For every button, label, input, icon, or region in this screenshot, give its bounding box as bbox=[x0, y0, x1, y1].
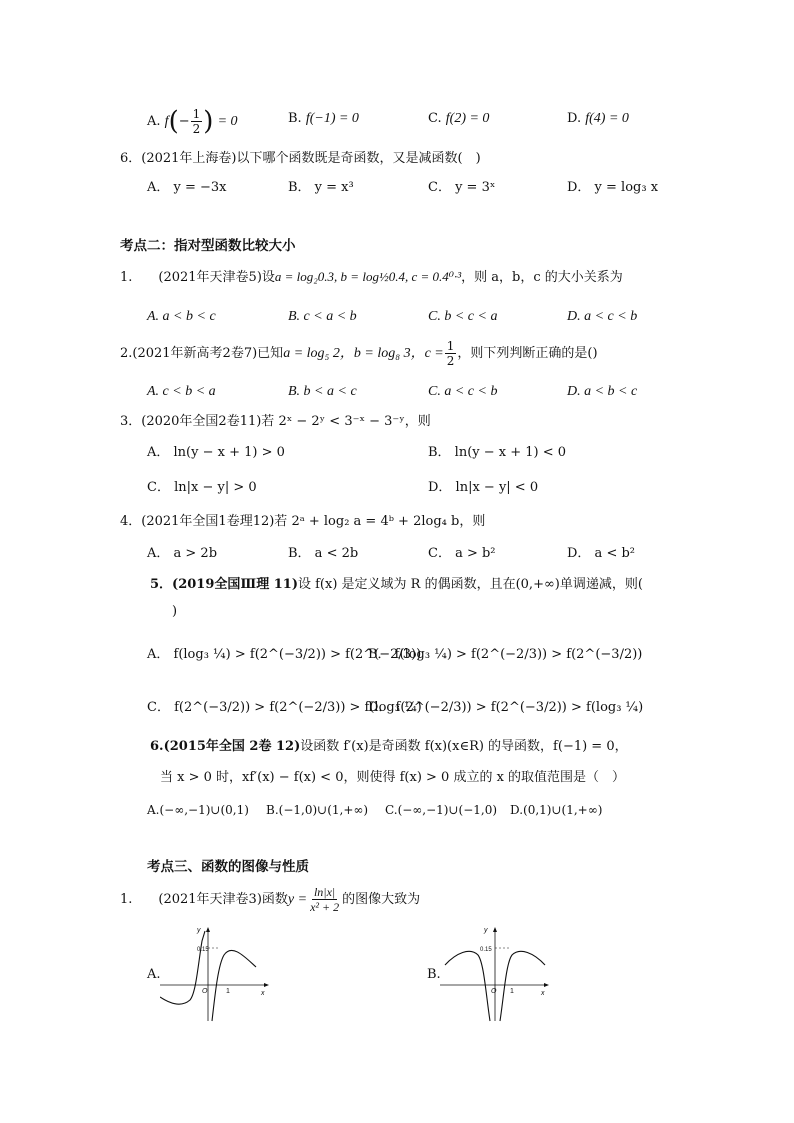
s2q5-stem-cont: ) bbox=[172, 604, 178, 619]
graph-a-one: 1 bbox=[226, 988, 230, 995]
s2q5-option-c: C． f(2^(−3/2)) > f(2^(−2/3)) > f(log₃ ¼) bbox=[147, 700, 422, 715]
q6-option-d: D． y = log₃ x bbox=[567, 180, 659, 195]
section2-heading: 考点二：指对型函数比较大小 bbox=[120, 238, 296, 254]
s2q4-option-b: B． a < 2b bbox=[288, 546, 359, 561]
s2q2-option-c: C. a < c < b bbox=[428, 384, 498, 399]
graph-b-y-label: y bbox=[484, 927, 488, 934]
graph-a-curve-right bbox=[212, 950, 256, 1021]
s2q4-stem: 4．(2021年全国1卷理12)若 2ᵃ + log₂ a = 4ᵇ + 2log₄ b，则 bbox=[120, 514, 486, 529]
graph-a-x-arrow bbox=[264, 983, 269, 987]
graph-b bbox=[440, 925, 552, 1025]
s2q2-stem: 2.(2021年新高考2卷7)已知a = log₅ 2，b = log₈ 3，c = $\frac{1}{2}$ ，则下列判断正确的是() bbox=[120, 339, 598, 368]
graph-a-y-label: y bbox=[197, 927, 201, 934]
graph-b-curve-left bbox=[445, 951, 490, 1021]
s2q4-option-d: D． a < b² bbox=[567, 546, 635, 561]
graph-a bbox=[160, 925, 272, 1025]
s3q1-stem: 1. (2021年天津卷3)函数y = $\frac{\ln|x|}{\text{x² + 2}}$ 的图像大致为 bbox=[120, 885, 421, 914]
graph-b-label: B. bbox=[427, 967, 441, 982]
s2q4-option-c: C． a > b² bbox=[428, 546, 496, 561]
graph-b-one: 1 bbox=[510, 988, 514, 995]
graph-a-origin: O bbox=[202, 988, 208, 995]
s2q5-option-a: A． f(log₃ ¼) > f(2^(−3/2)) > f(2^(−2/3)) bbox=[147, 647, 422, 662]
s2q3-option-c: C． ln|x − y| > 0 bbox=[147, 480, 257, 495]
option-a-top: A. f(− $\frac{1}{2}$ ) = 0 bbox=[147, 106, 238, 137]
s2q1-stem: 1. (2021年天津卷5)设a = log₂0.3, b = log½0.4, c = 0.4⁰·³，则 a，b，c 的大小关系为 bbox=[120, 269, 623, 285]
s2q5-option-d: D． f(2^(−2/3)) > f(2^(−3/2)) > f(log₃ ¼) bbox=[368, 700, 644, 715]
s2q5-option-b: B． f(log₃ ¼) > f(2^(−2/3)) > f(2^(−3/2)) bbox=[368, 647, 643, 662]
graph-b-tick-label: 0.15 bbox=[480, 947, 492, 953]
graph-b-x-arrow bbox=[544, 983, 549, 987]
s2q2-option-a: A. c < b < a bbox=[147, 384, 216, 399]
q6-stem: 6．(2021年上海卷)以下哪个函数既是奇函数，又是减函数( ) bbox=[120, 151, 481, 166]
graph-a-curve-left bbox=[160, 931, 205, 1004]
graph-b-x-label: x bbox=[541, 990, 545, 997]
q6-option-a: A． y = −3x bbox=[147, 180, 227, 195]
s2q1-option-d: D. a < c < b bbox=[567, 309, 638, 324]
graph-b-y-arrow bbox=[493, 927, 497, 932]
option-d-top: D. f(4) = 0 bbox=[567, 111, 629, 126]
s2q6-stem-cont: 当 x > 0 时，xf′(x) − f(x) < 0，则使得 f(x) > 0 成立的 x 的取值范围是（ ） bbox=[160, 770, 626, 785]
s2q6-option-c: C.(−∞,−1)∪(−1,0) bbox=[385, 803, 498, 817]
s2q5-stem: 5．(2019全国Ⅲ理 11)设 f(x) 是定义域为 R 的偶函数，且在(0,+∞)单调递减，则( bbox=[150, 577, 643, 592]
s2q4-option-a: A． a > 2b bbox=[147, 546, 218, 561]
option-c-top: C. f(2) = 0 bbox=[428, 111, 490, 126]
s2q6-stem: 6.(2015年全国 2卷 12)设函数 f′(x)是奇函数 f(x)(x∈R) 的导函数，f(−1) = 0， bbox=[150, 739, 628, 754]
s2q6-option-a: A.(−∞,−1)∪(0,1) bbox=[147, 803, 249, 817]
graph-a-x-label: x bbox=[261, 990, 265, 997]
graph-a-tick-label: 0.15 bbox=[197, 947, 209, 953]
s2q3-stem: 3．(2020年全国2卷11)若 2ˣ − 2ʸ < 3⁻ˣ − 3⁻ʸ，则 bbox=[120, 414, 431, 429]
q6-option-c: C． y = 3ˣ bbox=[428, 180, 496, 195]
section3-heading: 考点三、函数的图像与性质 bbox=[147, 859, 309, 875]
s2q6-option-b: B.(−1,0)∪(1,+∞) bbox=[266, 803, 369, 817]
s2q3-option-a: A． ln(y − x + 1) > 0 bbox=[147, 445, 285, 460]
s2q2-option-b: B. b < a < c bbox=[288, 384, 357, 399]
s2q6-option-d: D.(0,1)∪(1,+∞) bbox=[510, 803, 603, 817]
graph-b-curve-right bbox=[500, 951, 545, 1021]
option-b-top: B. f(−1) = 0 bbox=[288, 111, 359, 126]
s2q1-option-a: A. a < b < c bbox=[147, 309, 216, 324]
s2q2-option-d: D. a < b < c bbox=[567, 384, 638, 399]
s2q3-option-b: B． ln(y − x + 1) < 0 bbox=[428, 445, 567, 460]
s2q1-option-b: B. c < a < b bbox=[288, 309, 357, 324]
graph-b-origin: O bbox=[491, 988, 497, 995]
graph-a-y-arrow bbox=[206, 927, 210, 932]
s2q3-option-d: D． ln|x − y| < 0 bbox=[428, 480, 539, 495]
graph-a-label: A. bbox=[147, 967, 161, 982]
q6-option-b: B． y = x³ bbox=[288, 180, 354, 195]
s2q1-option-c: C. b < c < a bbox=[428, 309, 498, 324]
